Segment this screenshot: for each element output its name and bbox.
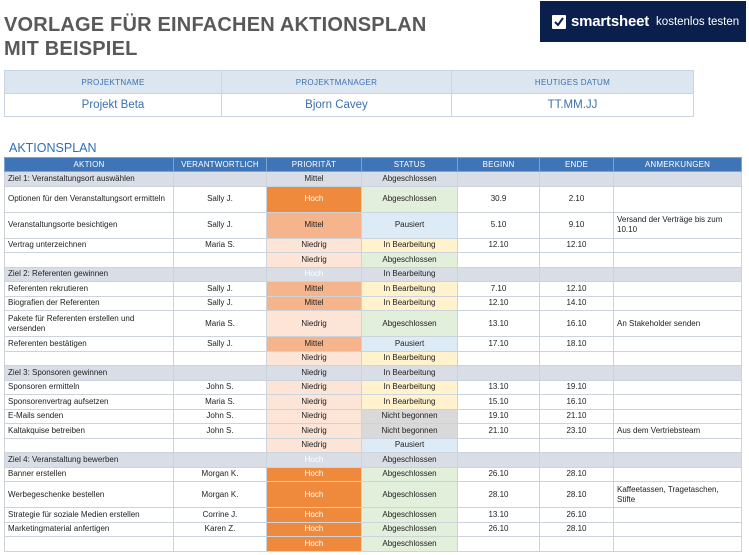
responsible-cell[interactable] [174, 438, 267, 453]
action-cell[interactable]: Referenten bestätigen [5, 337, 174, 352]
notes-cell[interactable] [614, 537, 742, 552]
start-date-cell[interactable]: 30.9 [458, 186, 540, 212]
table-row [5, 395, 742, 410]
action-plan-table [4, 157, 742, 552]
status-cell[interactable]: Abgeschlossen [362, 311, 458, 337]
action-cell[interactable]: Kaltakquise betreiben [5, 424, 174, 439]
priority-cell[interactable]: Hoch [267, 508, 362, 523]
responsible-cell[interactable]: Corrine J. [174, 508, 267, 523]
start-date-cell[interactable] [458, 351, 540, 366]
action-cell[interactable]: Strategie für soziale Medien erstellen [5, 508, 174, 523]
notes-cell[interactable]: An Stakeholder senden [614, 311, 742, 337]
status-cell[interactable]: In Bearbeitung [362, 366, 458, 381]
action-cell[interactable]: Werbegeschenke bestellen [5, 482, 174, 508]
action-cell[interactable]: Sponsoren ermitteln [5, 380, 174, 395]
table-row [5, 238, 742, 253]
action-cell[interactable]: Ziel 2: Referenten gewinnen [5, 267, 174, 282]
end-date-cell[interactable] [540, 351, 614, 366]
priority-cell[interactable]: Mittel [267, 296, 362, 311]
end-date-cell[interactable]: 12.10 [540, 282, 614, 297]
responsible-cell[interactable]: Sally J. [174, 186, 267, 212]
priority-cell[interactable]: Hoch [267, 537, 362, 552]
priority-cell[interactable]: Niedrig [267, 380, 362, 395]
action-cell[interactable]: Veranstaltungsorte besichtigen [5, 212, 174, 238]
action-cell[interactable]: Ziel 3: Sponsoren gewinnen [5, 366, 174, 381]
end-date-cell[interactable] [540, 267, 614, 282]
notes-cell[interactable] [614, 267, 742, 282]
action-cell[interactable]: Referenten rekrutieren [5, 282, 174, 297]
priority-cell[interactable]: Niedrig [267, 438, 362, 453]
notes-cell[interactable] [614, 366, 742, 381]
table-row [5, 482, 742, 508]
start-date-cell[interactable]: 17.10 [458, 337, 540, 352]
status-cell[interactable]: Nicht begonnen [362, 424, 458, 439]
responsible-cell[interactable]: Morgan K. [174, 467, 267, 482]
status-cell[interactable]: Nicht begonnen [362, 409, 458, 424]
table-row [5, 186, 742, 212]
notes-cell[interactable] [614, 467, 742, 482]
responsible-cell[interactable]: Sally J. [174, 337, 267, 352]
action-cell[interactable]: E-Mails senden [5, 409, 174, 424]
status-cell[interactable]: In Bearbeitung [362, 267, 458, 282]
end-date-cell[interactable]: 9.10 [540, 212, 614, 238]
action-cell[interactable] [5, 253, 174, 268]
action-cell[interactable]: Pakete für Referenten erstellen und versenden [5, 311, 174, 337]
end-date-cell[interactable] [540, 537, 614, 552]
table-row [5, 282, 742, 297]
notes-cell[interactable] [614, 337, 742, 352]
priority-cell[interactable]: Niedrig [267, 311, 362, 337]
priority-cell[interactable]: Hoch [267, 522, 362, 537]
start-date-cell[interactable] [458, 172, 540, 187]
priority-cell[interactable]: Hoch [267, 267, 362, 282]
status-cell[interactable]: Abgeschlossen [362, 537, 458, 552]
notes-cell[interactable] [614, 282, 742, 297]
action-cell[interactable]: Ziel 1: Veranstaltungsort auswählen [5, 172, 174, 187]
goal-row [5, 172, 742, 187]
goal-row [5, 267, 742, 282]
priority-cell[interactable]: Hoch [267, 186, 362, 212]
start-date-cell[interactable]: 26.10 [458, 522, 540, 537]
end-date-cell[interactable]: 26.10 [540, 508, 614, 523]
start-date-cell[interactable]: 13.10 [458, 311, 540, 337]
end-date-cell[interactable] [540, 438, 614, 453]
table-row [5, 311, 742, 337]
responsible-cell[interactable]: John S. [174, 380, 267, 395]
column-header-prioritaet: PRIORITÄT [267, 158, 362, 172]
action-cell[interactable]: Biografien der Referenten [5, 296, 174, 311]
status-cell[interactable]: Abgeschlossen [362, 172, 458, 187]
end-date-cell[interactable]: 21.10 [540, 409, 614, 424]
column-header-beginn: BEGINN [458, 158, 540, 172]
action-cell[interactable] [5, 537, 174, 552]
start-date-cell[interactable]: 19.10 [458, 409, 540, 424]
priority-cell[interactable]: Hoch [267, 467, 362, 482]
priority-cell[interactable]: Niedrig [267, 424, 362, 439]
start-date-cell[interactable]: 26.10 [458, 467, 540, 482]
table-row [5, 537, 742, 552]
responsible-cell[interactable] [174, 253, 267, 268]
status-cell[interactable]: Pausiert [362, 337, 458, 352]
end-date-cell[interactable] [540, 366, 614, 381]
notes-cell[interactable] [614, 409, 742, 424]
priority-cell[interactable]: Niedrig [267, 409, 362, 424]
start-date-cell[interactable]: 28.10 [458, 482, 540, 508]
status-cell[interactable]: Abgeschlossen [362, 253, 458, 268]
trial-cta: kostenlos testen [656, 15, 740, 28]
notes-cell[interactable]: Kaffeetassen, Tragetaschen, Stifte [614, 482, 742, 508]
table-row [5, 424, 742, 439]
smartsheet-check-icon [552, 15, 566, 29]
notes-cell[interactable] [614, 186, 742, 212]
column-header-ende: ENDE [540, 158, 614, 172]
page-title-line-2: MIT BEISPIEL [4, 38, 138, 60]
status-cell[interactable]: Pausiert [362, 212, 458, 238]
start-date-cell[interactable] [458, 438, 540, 453]
smartsheet-trial-banner[interactable] [540, 1, 746, 42]
status-cell[interactable]: Pausiert [362, 438, 458, 453]
smartsheet-brand: smartsheet [571, 13, 650, 30]
responsible-cell[interactable]: John S. [174, 409, 267, 424]
table-row [5, 380, 742, 395]
table-row [5, 296, 742, 311]
end-date-cell[interactable]: 23.10 [540, 424, 614, 439]
responsible-cell[interactable]: Maria S. [174, 395, 267, 410]
goal-row [5, 453, 742, 468]
action-plan-title: AKTIONSPLAN [9, 141, 97, 155]
start-date-cell[interactable]: 12.10 [458, 238, 540, 253]
start-date-cell[interactable]: 13.10 [458, 380, 540, 395]
table-row [5, 522, 742, 537]
responsible-cell[interactable]: John S. [174, 424, 267, 439]
notes-cell[interactable] [614, 453, 742, 468]
status-cell[interactable]: Abgeschlossen [362, 467, 458, 482]
project-info-table [4, 70, 694, 117]
responsible-cell[interactable]: Maria S. [174, 311, 267, 337]
notes-cell[interactable] [614, 380, 742, 395]
status-cell[interactable]: In Bearbeitung [362, 395, 458, 410]
action-cell[interactable]: Banner erstellen [5, 467, 174, 482]
notes-cell[interactable] [614, 395, 742, 410]
project-name-header: PROJEKTNAME [5, 71, 222, 94]
priority-cell[interactable]: Niedrig [267, 366, 362, 381]
table-row [5, 351, 742, 366]
column-header-aktion: AKTION [5, 158, 174, 172]
start-date-cell[interactable]: 21.10 [458, 424, 540, 439]
status-cell[interactable]: Abgeschlossen [362, 482, 458, 508]
status-cell[interactable]: In Bearbeitung [362, 296, 458, 311]
responsible-cell[interactable] [174, 366, 267, 381]
table-row [5, 438, 742, 453]
end-date-cell[interactable]: 28.10 [540, 522, 614, 537]
table-row [5, 409, 742, 424]
end-date-cell[interactable]: 28.10 [540, 482, 614, 508]
column-header-verantwortlich: VERANTWORTLICH [174, 158, 267, 172]
responsible-cell[interactable]: Morgan K. [174, 482, 267, 508]
notes-cell[interactable] [614, 238, 742, 253]
responsible-cell[interactable]: Karen Z. [174, 522, 267, 537]
responsible-cell[interactable]: Sally J. [174, 296, 267, 311]
start-date-cell[interactable]: 12.10 [458, 296, 540, 311]
start-date-cell[interactable]: 5.10 [458, 212, 540, 238]
notes-cell[interactable] [614, 522, 742, 537]
status-cell[interactable]: In Bearbeitung [362, 351, 458, 366]
responsible-cell[interactable] [174, 453, 267, 468]
status-cell[interactable]: In Bearbeitung [362, 380, 458, 395]
action-cell[interactable]: Vertrag unterzeichnen [5, 238, 174, 253]
action-cell[interactable]: Sponsorenvertrag aufsetzen [5, 395, 174, 410]
responsible-cell[interactable] [174, 537, 267, 552]
end-date-cell[interactable]: 18.10 [540, 337, 614, 352]
action-cell[interactable]: Marketingmaterial anfertigen [5, 522, 174, 537]
notes-cell[interactable] [614, 296, 742, 311]
start-date-cell[interactable] [458, 253, 540, 268]
notes-cell[interactable]: Aus dem Vertriebsteam [614, 424, 742, 439]
action-cell[interactable] [5, 351, 174, 366]
today-date-header: HEUTIGES DATUM [452, 71, 694, 94]
project-manager-value[interactable]: Bjorn Cavey [222, 94, 452, 117]
status-cell[interactable]: Abgeschlossen [362, 522, 458, 537]
status-cell[interactable]: Abgeschlossen [362, 186, 458, 212]
end-date-cell[interactable] [540, 172, 614, 187]
start-date-cell[interactable]: 13.10 [458, 508, 540, 523]
end-date-cell[interactable]: 12.10 [540, 238, 614, 253]
project-manager-header: PROJEKTMANAGER [222, 71, 452, 94]
page-title [4, 13, 427, 61]
notes-cell[interactable] [614, 351, 742, 366]
end-date-cell[interactable]: 16.10 [540, 311, 614, 337]
end-date-cell[interactable]: 14.10 [540, 296, 614, 311]
goal-row [5, 366, 742, 381]
table-row [5, 212, 742, 238]
end-date-cell[interactable]: 28.10 [540, 467, 614, 482]
page-title-line-1: VORLAGE FÜR EINFACHEN AKTIONSPLAN [4, 14, 427, 36]
priority-cell[interactable]: Hoch [267, 482, 362, 508]
notes-cell[interactable] [614, 172, 742, 187]
responsible-cell[interactable] [174, 267, 267, 282]
end-date-cell[interactable] [540, 253, 614, 268]
end-date-cell[interactable]: 2.10 [540, 186, 614, 212]
start-date-cell[interactable] [458, 453, 540, 468]
status-cell[interactable]: Abgeschlossen [362, 453, 458, 468]
priority-cell[interactable]: Mittel [267, 337, 362, 352]
responsible-cell[interactable]: Maria S. [174, 238, 267, 253]
end-date-cell[interactable] [540, 453, 614, 468]
status-cell[interactable]: In Bearbeitung [362, 238, 458, 253]
notes-cell[interactable] [614, 508, 742, 523]
column-header-anmerkungen: ANMERKUNGEN [614, 158, 742, 172]
priority-cell[interactable]: Niedrig [267, 253, 362, 268]
status-cell[interactable]: In Bearbeitung [362, 282, 458, 297]
priority-cell[interactable]: Niedrig [267, 238, 362, 253]
priority-cell[interactable]: Mittel [267, 172, 362, 187]
notes-cell[interactable]: Versand der Verträge bis zum 10.10 [614, 212, 742, 238]
responsible-cell[interactable] [174, 351, 267, 366]
status-cell[interactable]: Abgeschlossen [362, 508, 458, 523]
action-cell[interactable]: Ziel 4: Veranstaltung bewerben [5, 453, 174, 468]
start-date-cell[interactable] [458, 267, 540, 282]
column-header-status: STATUS [362, 158, 458, 172]
end-date-cell[interactable]: 16.10 [540, 395, 614, 410]
priority-cell[interactable]: Niedrig [267, 395, 362, 410]
start-date-cell[interactable]: 15.10 [458, 395, 540, 410]
responsible-cell[interactable]: Sally J. [174, 212, 267, 238]
end-date-cell[interactable]: 19.10 [540, 380, 614, 395]
start-date-cell[interactable]: 7.10 [458, 282, 540, 297]
table-row [5, 253, 742, 268]
priority-cell[interactable]: Hoch [267, 453, 362, 468]
today-date-value[interactable]: TT.MM.JJ [452, 94, 694, 117]
responsible-cell[interactable]: Sally J. [174, 282, 267, 297]
priority-cell[interactable]: Niedrig [267, 351, 362, 366]
project-name-value[interactable]: Projekt Beta [5, 94, 222, 117]
responsible-cell[interactable] [174, 172, 267, 187]
priority-cell[interactable]: Mittel [267, 282, 362, 297]
priority-cell[interactable]: Mittel [267, 212, 362, 238]
table-row [5, 508, 742, 523]
action-cell[interactable]: Optionen für den Veranstaltungsort ermitteln [5, 186, 174, 212]
start-date-cell[interactable] [458, 537, 540, 552]
table-header-row [5, 158, 742, 172]
start-date-cell[interactable] [458, 366, 540, 381]
table-row [5, 467, 742, 482]
notes-cell[interactable] [614, 438, 742, 453]
notes-cell[interactable] [614, 253, 742, 268]
table-row [5, 337, 742, 352]
action-cell[interactable] [5, 438, 174, 453]
